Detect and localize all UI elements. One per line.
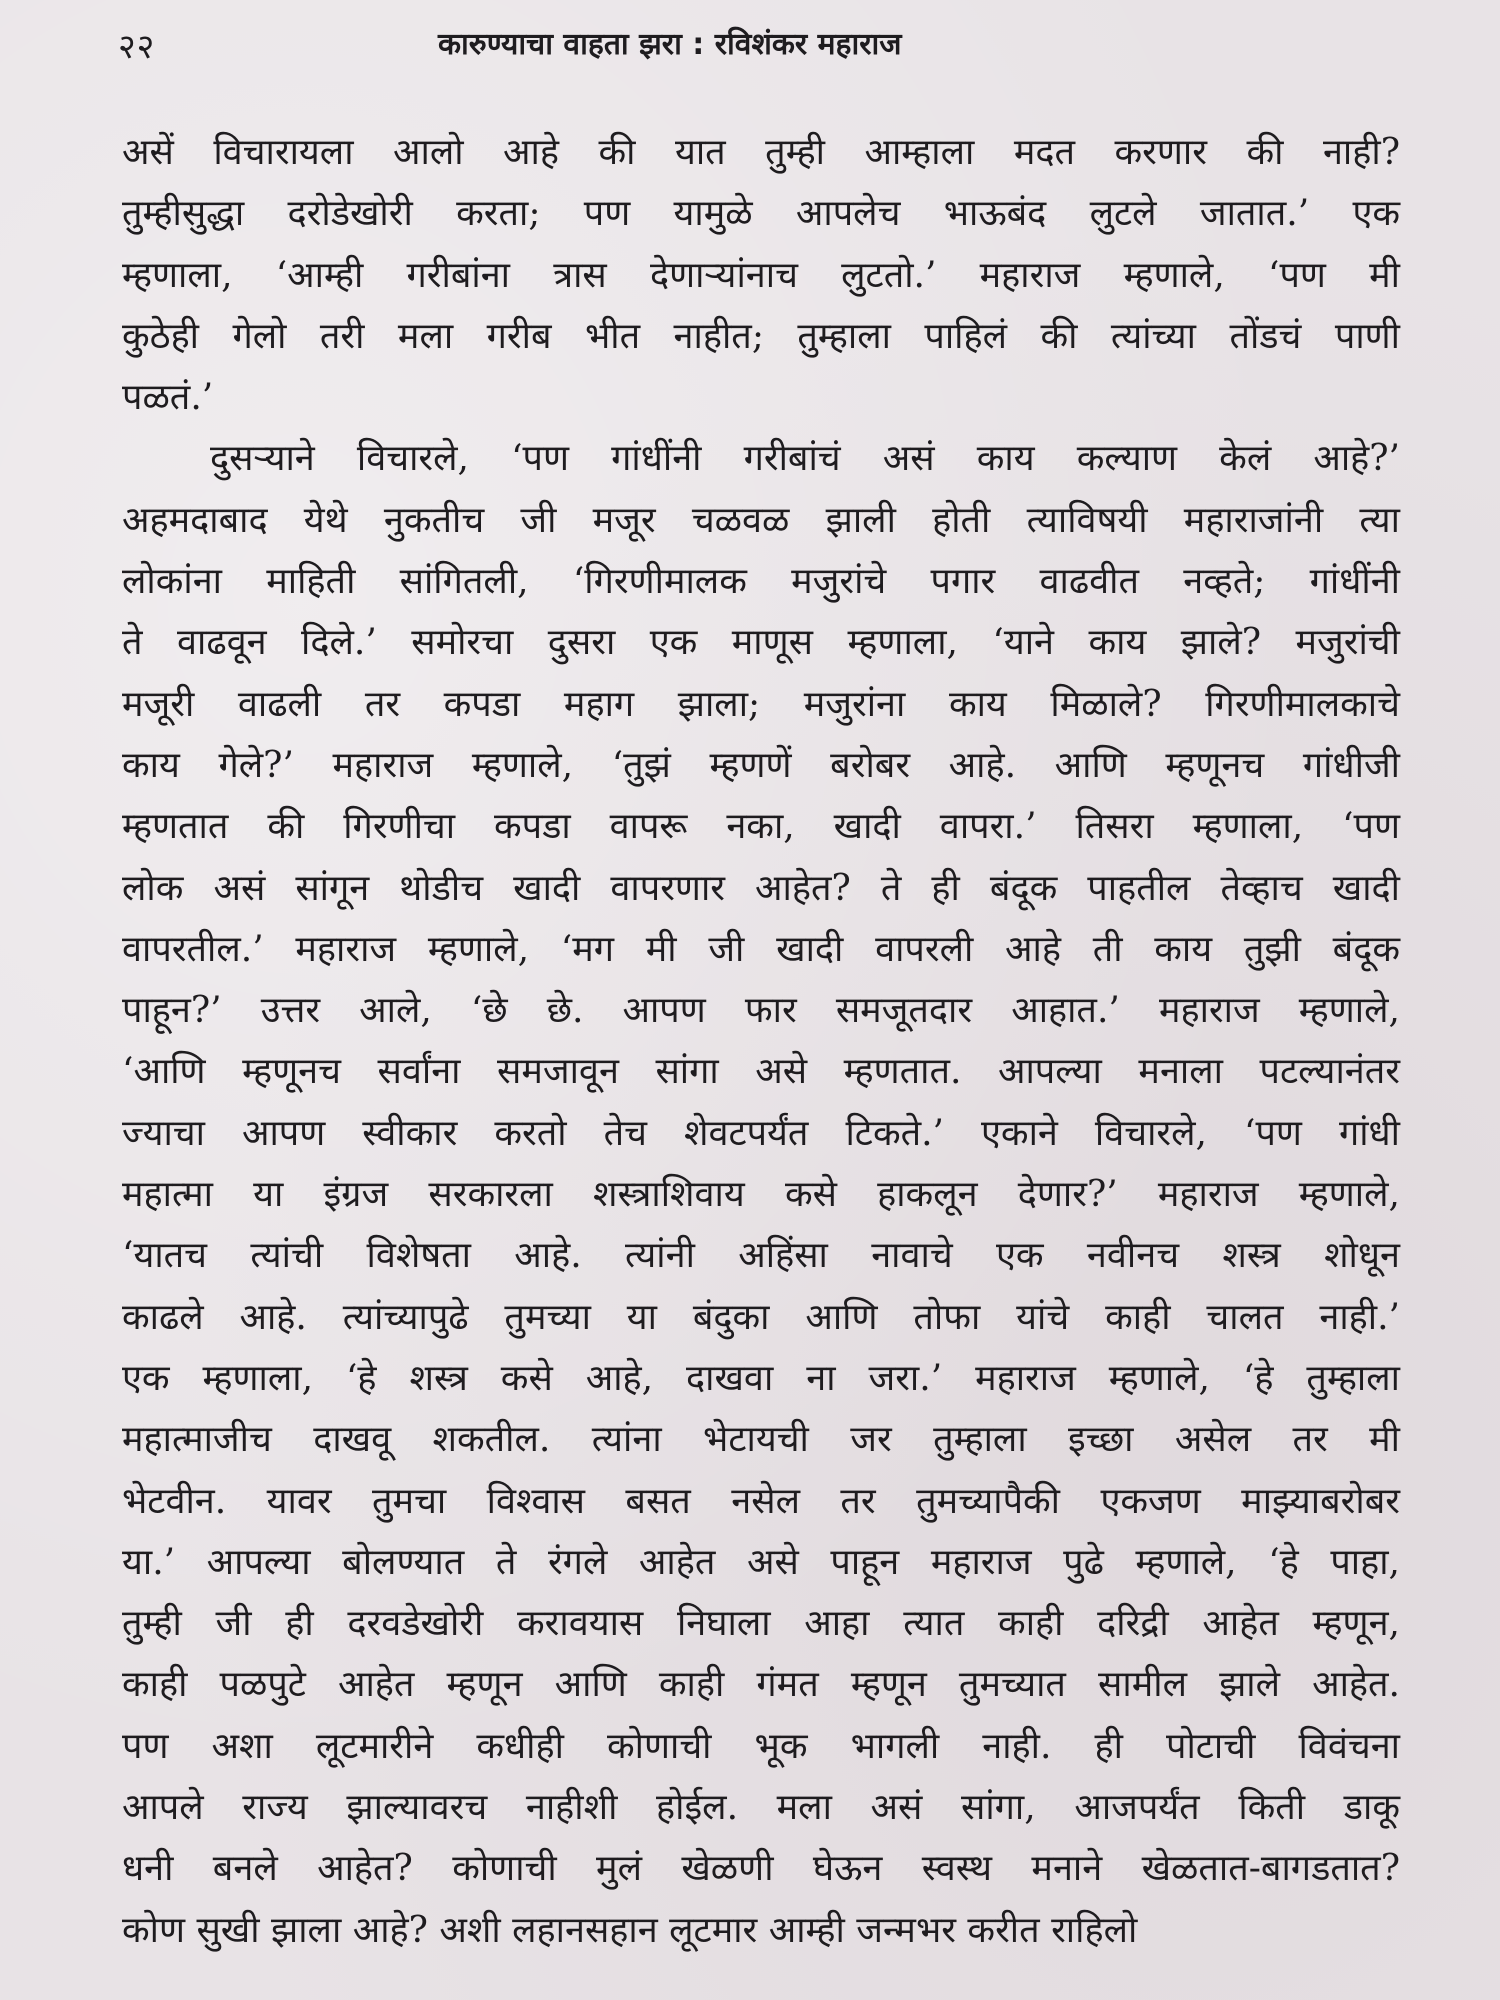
text-line: पण अशा लूटमारीने कधीही कोणाची भूक भागली नाही. ही पोटाची विवंचना	[122, 1725, 1400, 1767]
text-line: धनी बनले आहेत? कोणाची मुलं खेळणी घेऊन स्वस्थ मनाने खेळतात-बागडतात?	[122, 1848, 1400, 1890]
text-line: काही पळपुटे आहेत म्हणून आणि काही गंमत म्हणून तुमच्यात सामील झाले आहेत.	[122, 1664, 1400, 1706]
text-line: पळतं.’	[122, 377, 214, 419]
running-title: कारुण्याचा वाहता झरा : रविशंकर महाराज	[438, 27, 902, 62]
paragraph	[122, 428, 1400, 1960]
text-line: असें विचारायला आलो आहे की यात तुम्ही आम्हाला मदत करणार की नाही?	[122, 132, 1400, 173]
text-line: तुम्ही जी ही दरवडेखोरी करावयास निघाला आहा त्यात काही दरिद्री आहेत म्हणून,	[122, 1603, 1400, 1645]
text-line: काय गेले?’ महाराज म्हणाले, ‘तुझं म्हणणें बरोबर आहे. आणि म्हणूनच गांधीजी	[122, 744, 1400, 786]
text-line: काढले आहे. त्यांच्यापुढे तुमच्या या बंदुका आणि तोफा यांचे काही चालत नाही.’	[122, 1296, 1400, 1338]
text-line: महात्माजीच दाखवू शकतील. त्यांना भेटायची जर तुम्हाला इच्छा असेल तर मी	[122, 1419, 1401, 1461]
running-header	[118, 18, 1382, 74]
text-line: महात्मा या इंग्रज सरकारला शस्त्राशिवाय कसे हाकलून देणार?’ महाराज म्हणाले,	[122, 1174, 1400, 1216]
text-line: ते वाढवून दिले.’ समोरचा दुसरा एक माणूस म्हणाला, ‘याने काय झाले? मजुरांची	[122, 622, 1400, 664]
text-line: कोण सुखी झाला आहे? अशी लहानसहान लूटमार आम्ही जन्मभर करीत राहिलो	[122, 1909, 1138, 1951]
text-line: कुठेही गेलो तरी मला गरीब भीत नाहीत; तुम्हाला पाहिलं की त्यांच्या तोंडचं पाणी	[122, 315, 1400, 357]
text-line: या.’ आपल्या बोलण्यात ते रंगले आहेत असे पाहून महाराज पुढे म्हणाले, ‘हे पाहा,	[122, 1541, 1400, 1583]
text-line: मजूरी वाढली तर कपडा महाग झाला; मजुरांना काय मिळाले? गिरणीमालकाचे	[122, 683, 1400, 725]
text-line: ज्याचा आपण स्वीकार करतो तेच शेवटपर्यंत टिकते.’ एकाने विचारले, ‘पण गांधी	[122, 1112, 1400, 1154]
text-line: लोक असं सांगून थोडीच खादी वापरणार आहेत? ते ही बंदूक पाहतील तेव्हाच खादी	[122, 867, 1400, 909]
text-line: दुसऱ्याने विचारले, ‘पण गांधींनी गरीबांचं असं काय कल्याण केलं आहे?’	[210, 438, 1400, 480]
text-line: म्हणतात की गिरणीचा कपडा वापरू नका, खादी वापरा.’ तिसरा म्हणाला, ‘पण	[122, 806, 1400, 848]
text-line: वापरतील.’ महाराज म्हणाले, ‘मग मी जी खादी वापरली आहे ती काय तुझी बंदूक	[122, 928, 1400, 970]
text-line: अहमदाबाद येथे नुकतीच जी मजूर चळवळ झाली होती त्याविषयी महाराजांनी त्या	[122, 499, 1400, 541]
page-number: २२	[118, 27, 156, 67]
text-line: एक म्हणाला, ‘हे शस्त्र कसे आहे, दाखवा ना जरा.’ महाराज म्हणाले, ‘हे तुम्हाला	[122, 1357, 1400, 1399]
text-line: भेटवीन. यावर तुमचा विश्वास बसत नसेल तर तुमच्यापैकी एकजण माझ्याबरोबर	[122, 1480, 1400, 1522]
paragraph	[122, 122, 1400, 428]
text-line: ‘यातच त्यांची विशेषता आहे. त्यांनी अहिंसा नावाचे एक नवीनच शस्त्र शोधून	[122, 1235, 1400, 1277]
text-line: तुम्हीसुद्धा दरोडेखोरी करता; पण यामुळे आपलेच भाऊबंद लुटले जातात.’ एक	[122, 193, 1400, 235]
text-line: आपले राज्य झाल्यावरच नाहीशी होईल. मला असं सांगा, आजपर्यंत किती डाकू	[122, 1787, 1400, 1829]
text-line: म्हणाला, ‘आम्ही गरीबांना त्रास देणाऱ्यांनाच लुटतो.’ महाराज म्हणाले, ‘पण मी	[122, 254, 1400, 296]
text-line: ‘आणि म्हणूनच सर्वांना समजावून सांगा असे म्हणतात. आपल्या मनाला पटल्यानंतर	[122, 1051, 1400, 1093]
body-text	[122, 122, 1400, 1961]
text-line: पाहून?’ उत्तर आले, ‘छे छे. आपण फार समजूतदार आहात.’ महाराज म्हणाले,	[122, 990, 1400, 1032]
text-line: लोकांना माहिती सांगितली, ‘गिरणीमालक मजुरांचे पगार वाढवीत नव्हते; गांधींनी	[122, 561, 1400, 603]
